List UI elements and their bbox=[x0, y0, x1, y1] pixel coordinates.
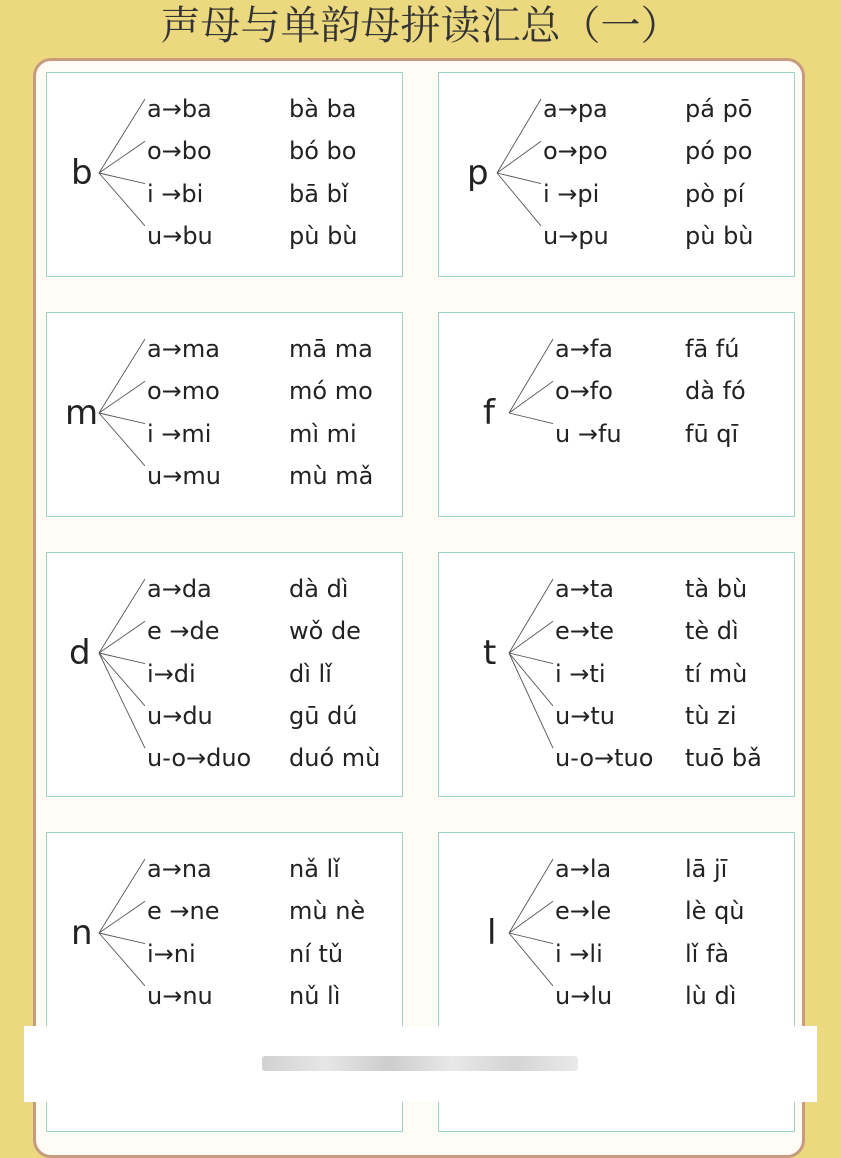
syllable-spelling: i →pi bbox=[543, 179, 600, 208]
syllable-spelling: a→ta bbox=[555, 575, 614, 603]
spelling-row bbox=[147, 890, 396, 932]
spelling-row bbox=[147, 568, 396, 610]
example-words: nǎ lǐ bbox=[289, 855, 340, 883]
card-d bbox=[46, 552, 403, 797]
fan-line bbox=[99, 141, 145, 173]
fan-line bbox=[509, 413, 553, 424]
fan-line bbox=[99, 653, 145, 664]
fan-line bbox=[509, 933, 553, 986]
syllable-spelling: a→ba bbox=[147, 95, 212, 123]
example-words: dì lǐ bbox=[289, 659, 332, 688]
fan-line bbox=[99, 413, 145, 424]
example-words: tè dì bbox=[685, 617, 739, 646]
syllable-spelling: a→fa bbox=[555, 335, 613, 363]
syllable-spelling: u-o→duo bbox=[147, 744, 252, 773]
fan-line bbox=[99, 173, 145, 184]
fan-line bbox=[99, 339, 145, 413]
syllable-spelling: i →ti bbox=[555, 659, 606, 688]
example-words: ní tǔ bbox=[289, 939, 344, 968]
syllable-spelling: u→mu bbox=[147, 461, 221, 490]
syllable-spelling: e →ne bbox=[147, 897, 220, 926]
syllable-spelling: a→pa bbox=[543, 95, 608, 123]
fan-line bbox=[509, 653, 553, 664]
example-words: nǔ lì bbox=[289, 981, 341, 1010]
fan-line bbox=[99, 621, 145, 653]
initial-letter: d bbox=[69, 633, 91, 673]
fan-line bbox=[99, 653, 145, 706]
spelling-row bbox=[147, 653, 396, 695]
example-words: tuō bǎ bbox=[685, 744, 762, 773]
example-words: wǒ de bbox=[289, 617, 361, 646]
fan-line bbox=[497, 173, 541, 226]
spelling-row bbox=[147, 737, 396, 779]
example-words: pá pō bbox=[685, 95, 753, 123]
example-words: bā bǐ bbox=[289, 179, 349, 208]
example-words: lǐ fà bbox=[685, 939, 730, 968]
example-words: pù bù bbox=[289, 221, 358, 250]
example-words: tí mù bbox=[685, 659, 748, 688]
example-words: lù dì bbox=[685, 981, 737, 1010]
example-words: pó po bbox=[685, 137, 753, 166]
spelling-row bbox=[147, 215, 396, 257]
blurred-watermark bbox=[262, 1056, 578, 1071]
example-words: mó mo bbox=[289, 377, 373, 406]
spelling-row bbox=[147, 610, 396, 652]
card-t bbox=[438, 552, 795, 797]
syllable-spelling: i →li bbox=[555, 939, 603, 968]
syllable-spelling: a→la bbox=[555, 855, 612, 883]
initial-letter: n bbox=[71, 913, 93, 953]
fan-line bbox=[99, 653, 145, 748]
fan-line bbox=[99, 859, 145, 933]
example-words: lè qù bbox=[685, 897, 745, 926]
spelling-row bbox=[543, 130, 788, 172]
example-words: bà ba bbox=[289, 95, 357, 123]
initial-letter: p bbox=[467, 153, 489, 193]
fan-line bbox=[509, 381, 553, 413]
syllable-spelling: o→bo bbox=[147, 137, 212, 166]
card-p bbox=[438, 72, 795, 277]
syllable-spelling: u →fu bbox=[555, 419, 622, 448]
card-m bbox=[46, 312, 403, 517]
fan-line bbox=[99, 99, 145, 173]
syllable-spelling: i→di bbox=[147, 659, 196, 688]
example-words: lā jī bbox=[685, 855, 728, 883]
syllable-spelling: u→pu bbox=[543, 221, 609, 250]
spelling-row bbox=[555, 695, 788, 737]
example-words: pù bù bbox=[685, 221, 754, 250]
example-words: dà dì bbox=[289, 575, 349, 603]
spelling-row bbox=[147, 695, 396, 737]
spelling-row bbox=[555, 370, 788, 412]
example-words: mù nè bbox=[289, 897, 366, 926]
spelling-row bbox=[543, 88, 788, 130]
fan-line bbox=[509, 339, 553, 413]
syllable-spelling: u→du bbox=[147, 701, 213, 730]
syllable-spelling: u→nu bbox=[147, 981, 213, 1010]
spelling-row bbox=[555, 933, 788, 975]
example-words: mì mi bbox=[289, 419, 357, 448]
syllable-spelling: i →bi bbox=[147, 179, 204, 208]
fan-line bbox=[99, 413, 145, 466]
syllable-spelling: u→tu bbox=[555, 701, 615, 730]
example-words: gū dú bbox=[289, 701, 358, 730]
fan-line bbox=[99, 173, 145, 226]
spelling-row bbox=[543, 173, 788, 215]
spelling-row bbox=[147, 328, 396, 370]
fan-line bbox=[509, 579, 553, 653]
syllable-spelling: e→le bbox=[555, 897, 612, 926]
fan-line bbox=[509, 901, 553, 933]
spelling-row bbox=[555, 413, 788, 455]
example-words: fū qī bbox=[685, 419, 739, 448]
syllable-spelling: e→te bbox=[555, 617, 615, 646]
spelling-row bbox=[555, 653, 788, 695]
initial-letter: l bbox=[487, 913, 497, 953]
spelling-row bbox=[147, 455, 396, 497]
spelling-row bbox=[555, 610, 788, 652]
spelling-row bbox=[147, 173, 396, 215]
syllable-spelling: a→ma bbox=[147, 335, 220, 363]
fan-line bbox=[99, 933, 145, 986]
example-words: tà bù bbox=[685, 575, 748, 603]
syllable-spelling: o→fo bbox=[555, 377, 613, 406]
syllable-spelling: a→na bbox=[147, 855, 212, 883]
fan-line bbox=[509, 653, 553, 706]
fan-line bbox=[509, 933, 553, 944]
spelling-row bbox=[147, 370, 396, 412]
example-words: fā fú bbox=[685, 335, 740, 363]
initial-letter: f bbox=[483, 393, 495, 433]
fan-line bbox=[509, 621, 553, 653]
syllable-spelling: u→lu bbox=[555, 981, 613, 1010]
example-words: pò pí bbox=[685, 179, 745, 208]
example-words: mù mǎ bbox=[289, 461, 374, 490]
spelling-row bbox=[147, 933, 396, 975]
syllable-spelling: a→da bbox=[147, 575, 212, 603]
initial-letter: b bbox=[71, 153, 93, 193]
syllable-spelling: i →mi bbox=[147, 419, 212, 448]
example-words: mā ma bbox=[289, 335, 373, 363]
syllable-spelling: o→mo bbox=[147, 377, 220, 406]
fan-line bbox=[497, 141, 541, 173]
spelling-row bbox=[555, 737, 788, 779]
example-words: tù zi bbox=[685, 701, 737, 730]
syllable-spelling: u→bu bbox=[147, 221, 213, 250]
fan-line bbox=[497, 99, 541, 173]
syllable-spelling: u-o→tuo bbox=[555, 744, 654, 773]
initial-letter: m bbox=[65, 393, 99, 433]
spelling-row bbox=[147, 975, 396, 1017]
spelling-row bbox=[147, 848, 396, 890]
card-b bbox=[46, 72, 403, 277]
spelling-row bbox=[543, 215, 788, 257]
fan-line bbox=[509, 653, 553, 748]
example-words: bó bo bbox=[289, 137, 357, 166]
example-words: dà fó bbox=[685, 377, 746, 406]
initial-letter: t bbox=[483, 633, 497, 673]
spelling-row bbox=[147, 130, 396, 172]
spelling-row bbox=[555, 848, 788, 890]
fan-line bbox=[99, 901, 145, 933]
syllable-spelling: i→ni bbox=[147, 939, 196, 968]
spelling-row bbox=[555, 975, 788, 1017]
example-words: duó mù bbox=[289, 744, 381, 773]
page-title: 声母与单韵母拼读汇总（一） bbox=[160, 3, 681, 49]
fan-line bbox=[99, 579, 145, 653]
fan-line bbox=[509, 859, 553, 933]
fan-line bbox=[99, 381, 145, 413]
spelling-row bbox=[147, 413, 396, 455]
spelling-row bbox=[555, 890, 788, 932]
syllable-spelling: e →de bbox=[147, 617, 220, 646]
spelling-row bbox=[147, 88, 396, 130]
fan-line bbox=[99, 933, 145, 944]
syllable-spelling: o→po bbox=[543, 137, 608, 166]
fan-line bbox=[497, 173, 541, 184]
spelling-row bbox=[555, 328, 788, 370]
card-f bbox=[438, 312, 795, 517]
spelling-row bbox=[555, 568, 788, 610]
